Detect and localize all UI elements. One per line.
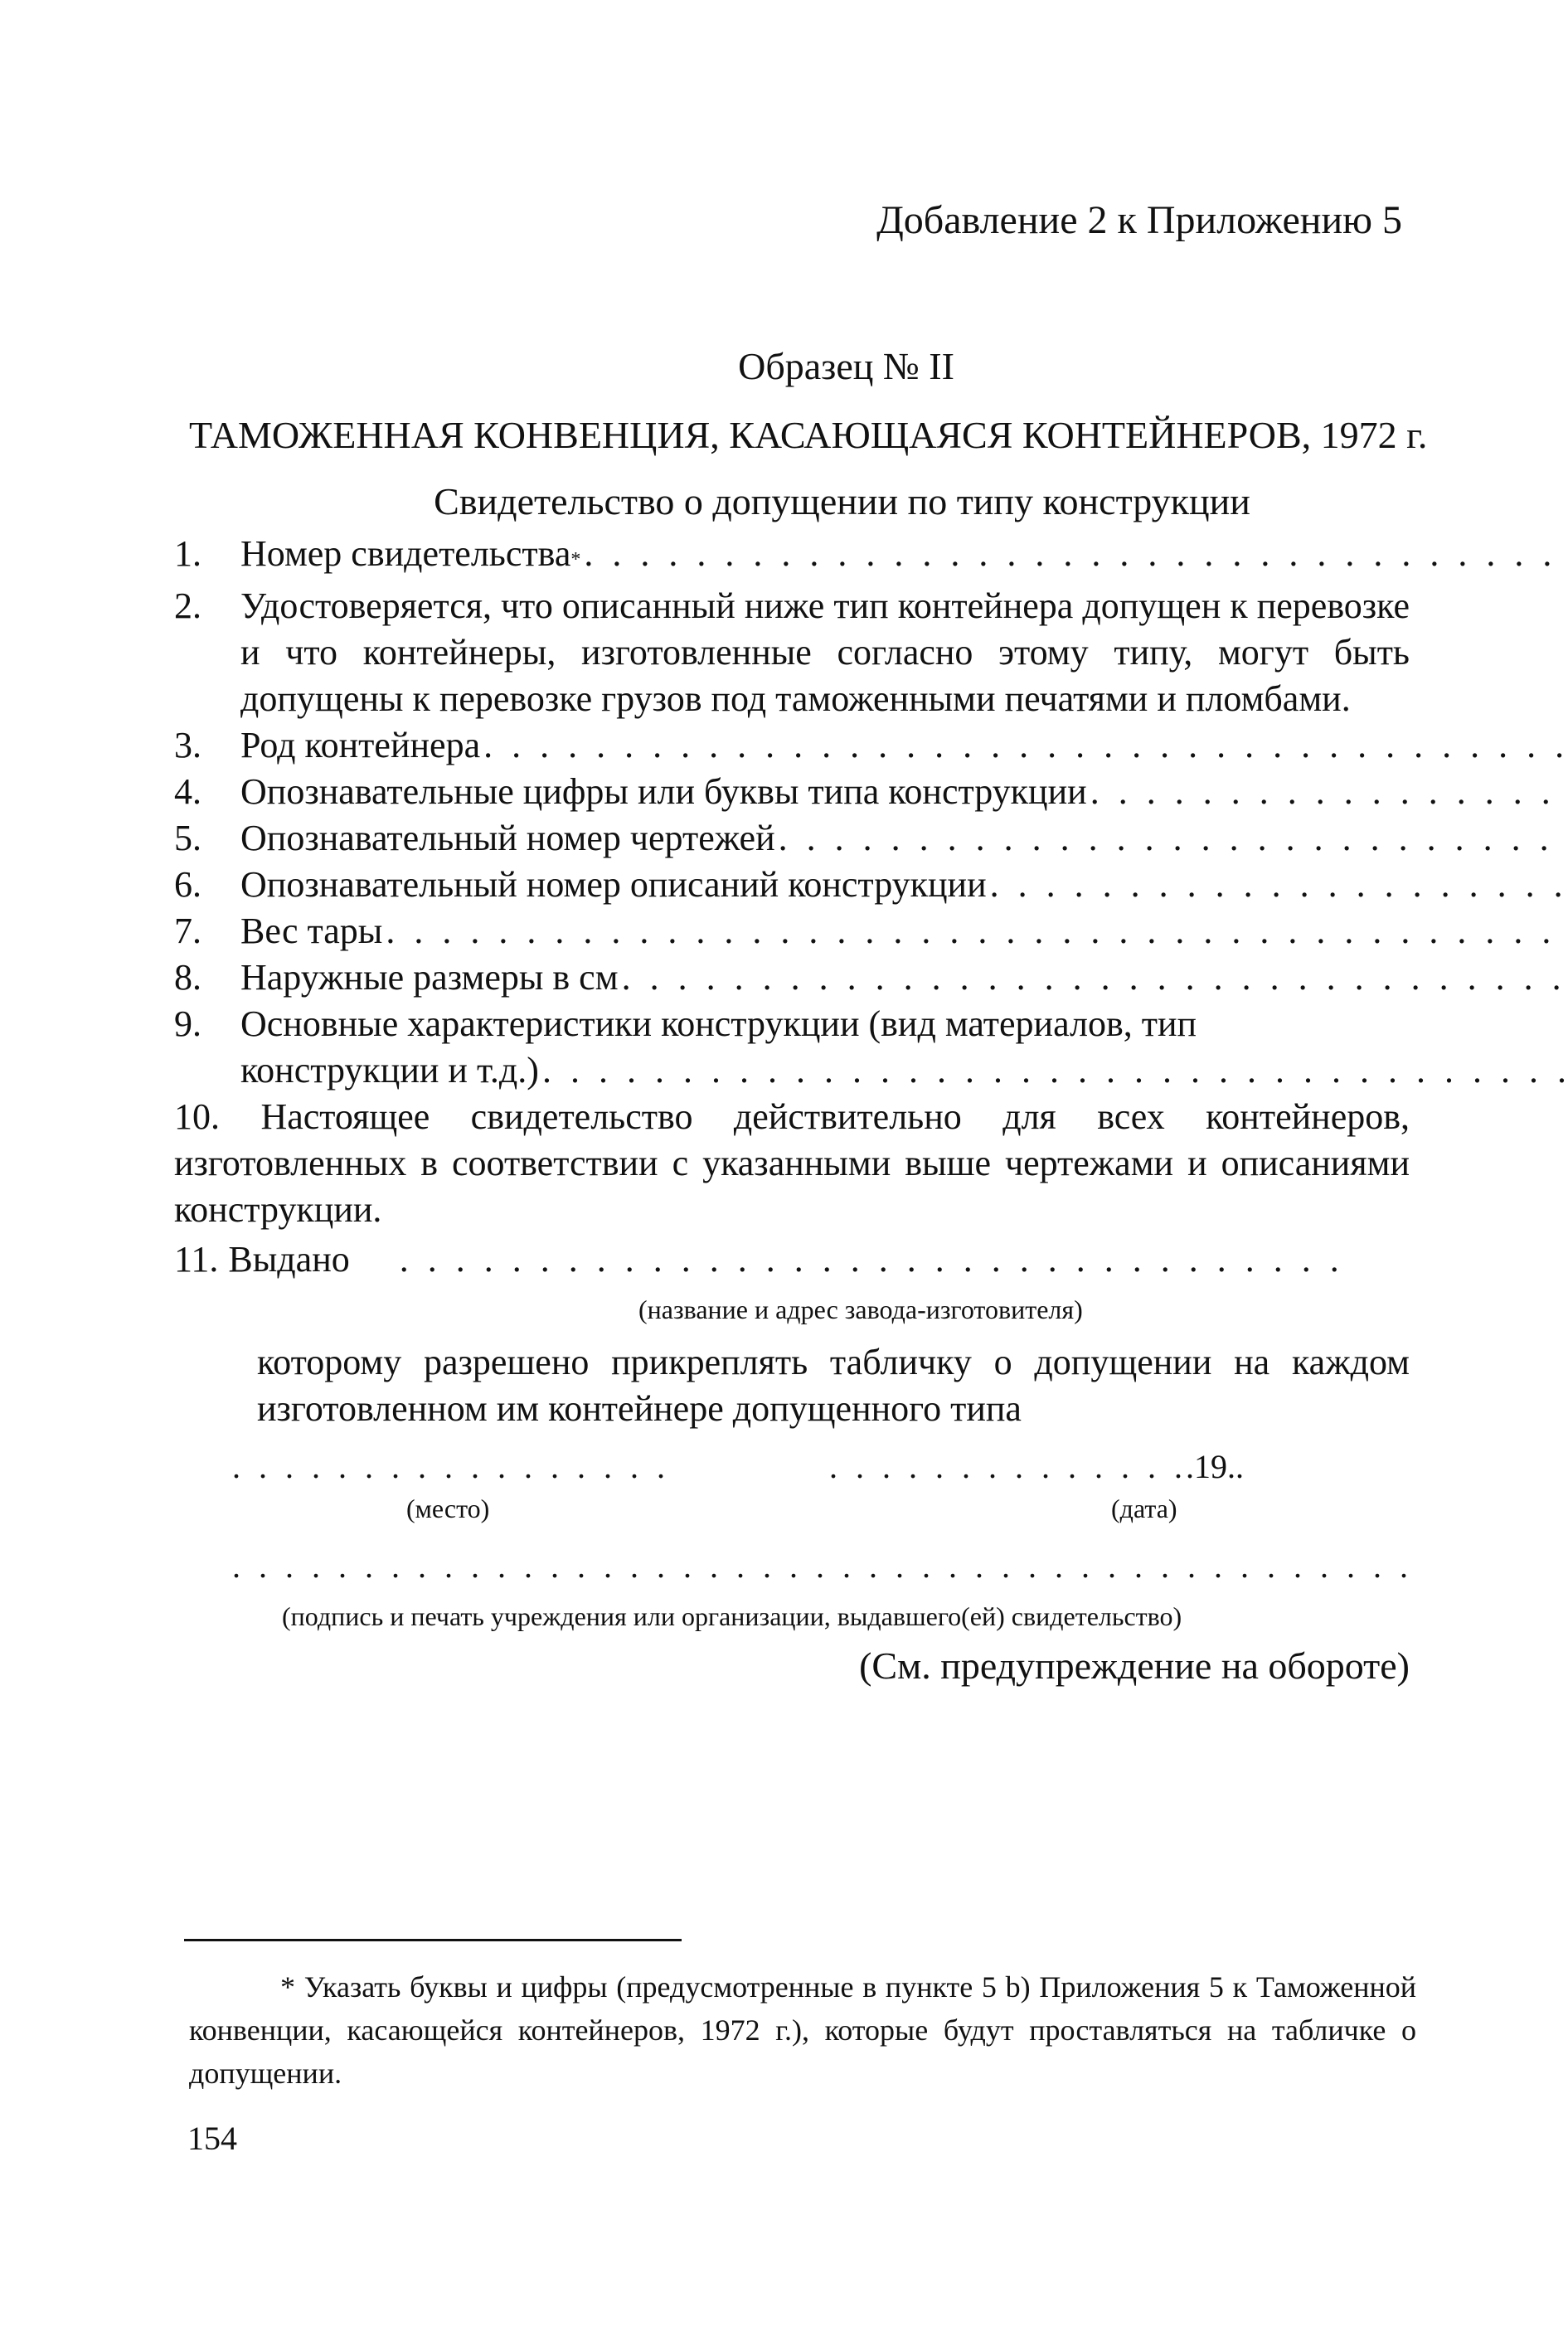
- item-3: [174, 722, 1410, 769]
- footnote: [189, 1965, 1416, 2095]
- item-number: 5.: [174, 818, 201, 858]
- item-text: Опознавательные цифры или буквы типа конструкции: [240, 771, 1087, 812]
- appendix-header: Добавление 2 к Приложению 5: [876, 198, 1402, 242]
- item-number: 8.: [174, 957, 201, 998]
- item-number: 6.: [174, 864, 201, 905]
- footnote-text: Указать буквы и цифры (предусмотренные в пункте 5 b) Приложения 5 к Таможенной конвенции, касающейся контейнеров, 1972 г.), которые будут проставляться на табличке о допущении.: [189, 1970, 1417, 2090]
- year-suffix: ..: [1227, 1448, 1244, 1485]
- item-1: [174, 531, 1410, 583]
- item-9: [174, 1001, 1410, 1094]
- item-number: 1.: [174, 533, 201, 574]
- fill-dots: [584, 531, 1568, 577]
- item-5: [174, 815, 1410, 862]
- fill-dots: [779, 815, 1568, 862]
- convention-title: ТАМОЖЕННАЯ КОНВЕНЦИЯ, КАСАЮЩАЯСЯ КОНТЕЙНЕРОВ, 1972 г.: [189, 414, 1428, 456]
- item-7: [174, 908, 1410, 954]
- item-text: Номер свидетельства: [240, 533, 571, 574]
- item-number: 9.: [174, 1003, 201, 1044]
- item-text: Основные характеристики конструкции (вид материалов, тип: [240, 1003, 1197, 1044]
- footnote-mark: *: [280, 1970, 295, 2004]
- item-number: 7.: [174, 911, 201, 951]
- item-text: Опознавательный номер описаний конструкции: [240, 864, 987, 905]
- item-6: [174, 862, 1410, 908]
- sample-number: Образец № II: [738, 345, 954, 387]
- item-text: Вес тары: [240, 911, 383, 951]
- items-list: [174, 531, 1410, 1689]
- manufacturer-caption: (название и адрес завода-изготовителя): [638, 1295, 1083, 1324]
- place-dots: [232, 1444, 680, 1490]
- item-2: [174, 583, 1410, 722]
- fill-dots: [622, 954, 1568, 1001]
- item-number: 10.: [174, 1096, 220, 1137]
- item-text: Выдано: [228, 1239, 350, 1280]
- place-date-captions: [174, 1485, 1410, 1532]
- fill-dots: [1090, 769, 1568, 815]
- item-11: [174, 1236, 1410, 1283]
- item-number: 3.: [174, 725, 201, 765]
- item-text: Род контейнера: [240, 725, 481, 765]
- place-caption: (место): [406, 1494, 490, 1523]
- item-10: [174, 1094, 1410, 1233]
- item-4: [174, 769, 1410, 815]
- item-text: Опознавательный номер чертежей: [240, 818, 775, 858]
- item-text-cont: конструкции и т.д.): [240, 1050, 539, 1090]
- item-text: Удостоверяется, что описанный ниже тип контейнера допущен к перевозке и что контейнеры, изготовленные согласно этому типу, могут быть допущены к перевозке грузов под таможенными печатями и пломбами.: [240, 585, 1410, 719]
- page-number: 154: [187, 2120, 237, 2157]
- fill-dots: [386, 908, 1568, 954]
- fill-dots: [400, 1236, 1343, 1283]
- item-text: Наружные размеры в см: [240, 957, 619, 998]
- fill-dots: [542, 1047, 1568, 1094]
- item-number: 11.: [174, 1239, 219, 1280]
- item-number: 4.: [174, 771, 201, 812]
- place-date-row: [174, 1444, 1410, 1490]
- item-8: [174, 954, 1410, 1001]
- certificate-title: Свидетельство о допущении по типу конструкции: [434, 480, 1250, 522]
- item-11-continuation: которому разрешено прикреплять табличку о допущении на каждом изготовленном им контейнере допущенного типа: [257, 1342, 1410, 1429]
- date-dots: [829, 1444, 1186, 1490]
- see-warning: (См. предупреждение на обороте): [859, 1644, 1410, 1687]
- fill-dots: [483, 722, 1568, 769]
- item-number: 2.: [174, 585, 201, 626]
- footnote-divider: [184, 1939, 682, 1941]
- footnote-mark: *: [570, 549, 581, 571]
- date-caption: (дата): [1111, 1494, 1177, 1523]
- year-prefix: .19: [1186, 1448, 1227, 1485]
- signature-caption: (подпись и печать учреждения или организации, выдавшего(ей) свидетельство): [282, 1601, 1182, 1631]
- fill-dots: [990, 862, 1568, 908]
- signature-dots: [174, 1543, 1410, 1590]
- item-text: Настоящее свидетельство действительно для всех контейнеров, изготовленных в соответствии с указанными выше чертежами и описаниями конструкции.: [174, 1096, 1410, 1230]
